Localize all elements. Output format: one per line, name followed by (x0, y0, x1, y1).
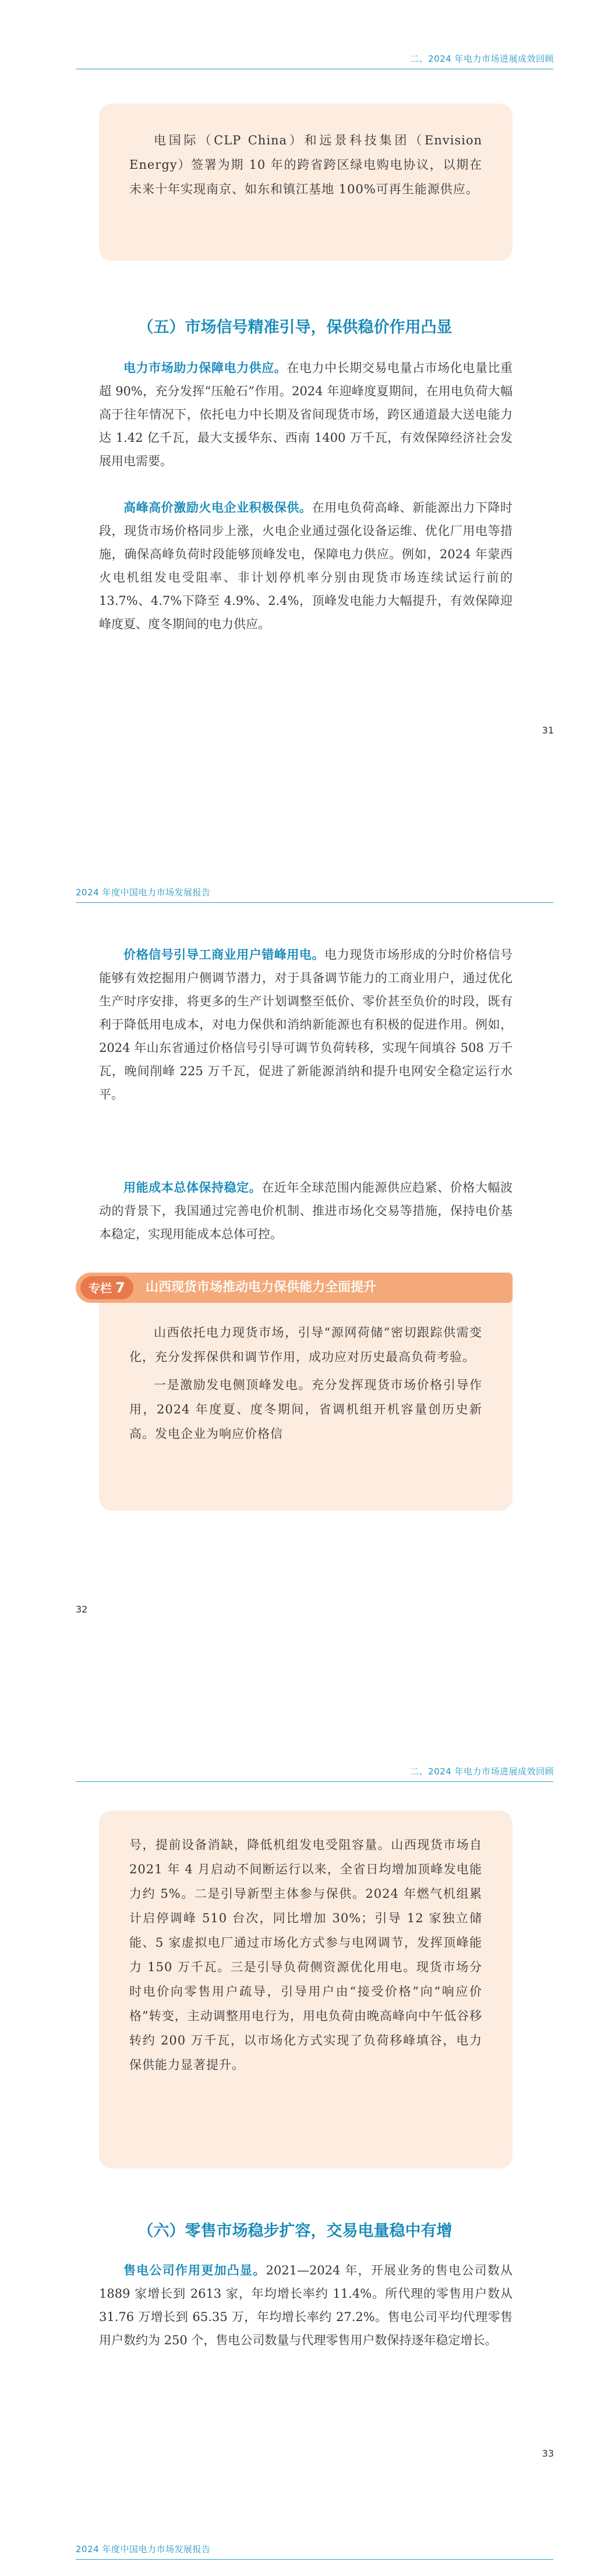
page-header: 二、2024 年电力市场进展成效回顾 (410, 1766, 554, 1777)
page-header: 2024 年度中国电力市场发展报告 (76, 2544, 211, 2554)
page-number: 32 (76, 1604, 88, 1615)
paragraph (99, 496, 513, 636)
case-label: 专栏 7 (80, 1276, 133, 1299)
case-box-text: 号，提前设备消缺，降低机组发电受阻容量。山西现货市场自 2021 年 4 月启动不间断运行以来，全省日均增加顶峰发电能力约 5%。二是引导新型主体参与保供。2024 年燃气机组累计启停调峰 510 台次，同比增加 30%；引导 12 家独立储能、5 家虚拟电厂通过市场化方式参与电网调节，发挥顶峰能力 150 万千瓦。三是引导负荷侧资源优化用电。现货市场分时电价向零售用户疏导，引导用户由“接受价格”向“响应价格”转变，主动调整用电行为，用电负荷由晚高峰向中午低谷移转约 200 万千瓦，以市场化方式实现了负荷移峰填谷，电力保供能力显著提升。 (129, 1838, 482, 2072)
paragraph-text: 电力现货市场形成的分时价格信号能够有效挖掘用户侧调节潜力，对于具备调节能力的工商业用户，通过优化生产时序安排，将更多的生产计划调整至低价、零价甚至负价的时段，既有利于降低用电成本，对电力保供和消纳新能源也有积极的促进作用。例如，2024 年山东省通过价格信号引导可调节负荷转移，实现午间填谷 508 万千瓦，晚间削峰 225 万千瓦，促进了新能源消纳和提升电网安全稳定运行水平。 (99, 948, 513, 1101)
paragraph-lead: 电力市场助力保障电力供应。 (123, 361, 287, 375)
paragraph (99, 943, 513, 1106)
case-box-continued (99, 104, 513, 261)
page-header: 二、2024 年电力市场进展成效回顾 (410, 54, 554, 64)
paragraph-lead: 用能成本总体保持稳定。 (123, 1181, 262, 1195)
section-title: （五）市场信号精准引导，保供稳价作用凸显 (137, 318, 453, 336)
section-title: （六）零售市场稳步扩容，交易电量稳中有增 (137, 2222, 453, 2240)
paragraph-text: 在电力中长期交易电量占市场化电量比重超 90%，充分发挥“压舱石”作用。2024 年迎峰度夏期间，在用电负荷大幅高于往年情况下，依托电力中长期及省间现货市场，跨区通道最大送电能力达 1.42 亿千瓦，最大支援华东、西南 1400 万千瓦，有效保障经济社会发展用电需要。 (99, 361, 513, 468)
paragraph-text: 在近年全球范围内能源供应趋紧、价格大幅波动的背景下，我国通过完善电价机制、推进市场化交易等措施，保持电价基本稳定，实现用能成本总体可控。 (99, 1181, 513, 1241)
header-rule (76, 902, 553, 903)
case-number: 7 (115, 1280, 125, 1296)
page-header: 2024 年度中国电力市场发展报告 (76, 887, 211, 898)
case-body (99, 1320, 513, 1446)
paragraph-lead: 高峰高价激励火电企业积极保供。 (123, 501, 312, 515)
case-header (76, 1273, 513, 1303)
case-box-text: 电国际（CLP China）和远景科技集团（Envision Energy）签署为期 10 年的跨省跨区绿电购电协议，以期在未来十年实现南京、如东和镇江基地 100%可再生能源供应。 (129, 133, 482, 196)
paragraph-lead: 价格信号引导工商业用户错峰用电。 (123, 948, 325, 962)
page-number: 33 (542, 2448, 554, 2459)
paragraph (99, 1176, 513, 1246)
paragraph (99, 356, 513, 473)
header-rule (76, 1781, 553, 1782)
paragraph-text: 2021—2024 年，开展业务的售电公司数从 1889 家增长到 2613 家，年均增长率约 11.4%。所代理的零售用户数从 31.76 万增长到 65.35 万，年均增长率约 27.2%。售电公司平均代理零售用户数约为 250 个，售电公司数量与代理零售用户数保持逐年稳定增长。 (99, 2263, 513, 2347)
paragraph-lead: 售电公司作用更加凸显。 (123, 2263, 266, 2277)
paragraph (99, 2259, 513, 2352)
paragraph-text: 在用电负荷高峰、新能源出力下降时段，现货市场价格同步上涨，火电企业通过强化设备运维、优化厂用电等措施，确保高峰负荷时段能够顶峰发电，保障电力供应。例如，2024 年蒙西火电机组发电受阻率、非计划停机率分别由现货市场连续试运行前的 13.7%、4.7%下降至 4.9%、2.4%，顶峰发电能力大幅提升，有效保障迎峰度夏、度冬期间的电力供应。 (99, 501, 513, 631)
case-box-continued (99, 1810, 513, 2168)
page-number: 31 (542, 725, 554, 736)
case-paragraph: 一是激励发电侧顶峰发电。充分发挥现货市场价格引导作用，2024 年度夏、度冬期间，省调机组开机容量创历史新高。发电企业为响应价格信 (129, 1378, 482, 1441)
case-paragraph: 山西依托电力现货市场，引导“源网荷储”密切跟踪供需变化，充分发挥保供和调节作用，成功应对历史最高负荷考验。 (129, 1326, 482, 1364)
case-title: 山西现货市场推动电力保供能力全面提升 (146, 1280, 377, 1295)
header-rule (76, 2559, 553, 2560)
